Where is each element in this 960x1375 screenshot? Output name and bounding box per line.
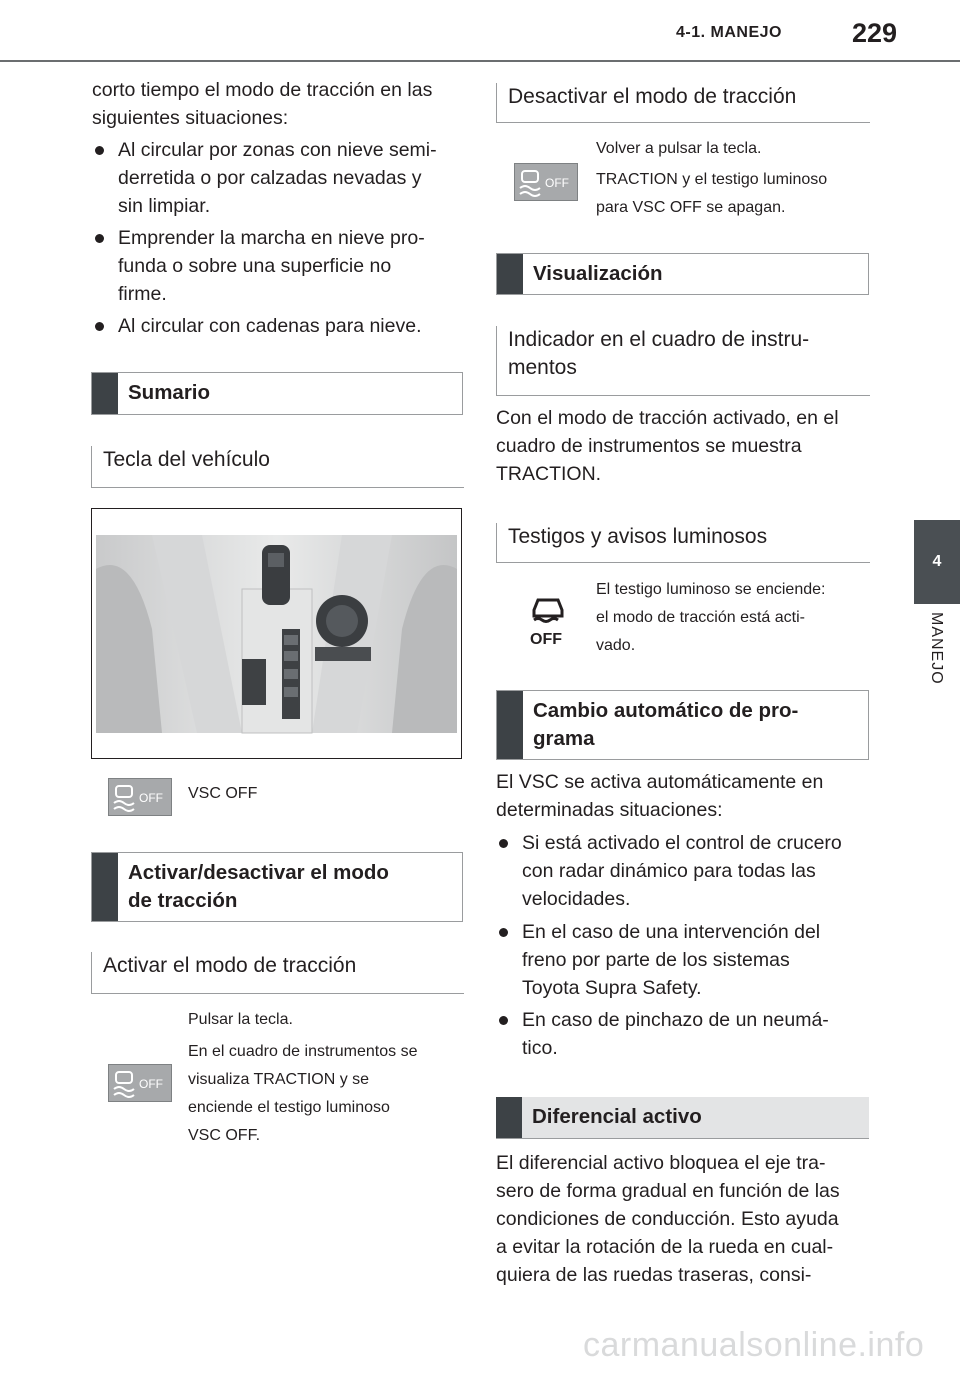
section-bar (92, 373, 118, 414)
step-text: Pulsar la tecla. (188, 1011, 293, 1028)
text-line: siguientes situaciones: (92, 107, 289, 129)
subheading-activar: Activar el modo de tracción (91, 952, 464, 994)
text-line: con radar dinámico para todas las (522, 860, 816, 882)
subheading-testigos: Testigos y avisos luminosos (496, 523, 870, 563)
text-line: En el caso de una intervención del (522, 921, 821, 943)
text-line: El testigo luminoso se enciende: (596, 581, 826, 598)
vsc-off-warning-lamp-icon (526, 594, 570, 646)
text-line: velocidades. (522, 888, 631, 910)
intro-paragraph (92, 76, 432, 132)
text-line: TRACTION. (496, 463, 602, 485)
text-line: firme. (118, 283, 167, 305)
section-heading-visualizacion (496, 253, 869, 295)
text-line: Al circular por zonas con nieve semi- (118, 139, 437, 161)
diferencial-paragraph (496, 1149, 840, 1289)
text-line: Toyota Supra Safety. (522, 977, 702, 999)
text-line: Cambio automático de pro- (533, 699, 799, 722)
section-heading-text: Sumario (128, 381, 211, 404)
text-line: derretida o por calzadas nevadas y (118, 167, 422, 189)
text-line: quiera de las ruedas traseras, consi- (496, 1264, 812, 1286)
section-heading-text: Visualización (533, 262, 663, 285)
center-console-photo (91, 508, 462, 759)
step-text (188, 1038, 417, 1150)
text-line: VSC OFF. (188, 1127, 261, 1144)
section-bar (92, 853, 118, 921)
section-heading-diferencial (496, 1097, 869, 1139)
vsc-off-button-icon (514, 163, 578, 201)
text-line: sin limpiar. (118, 195, 211, 217)
svg-text:OFF: OFF (139, 791, 163, 805)
text-line: a evitar la rotación de la rueda en cual- (496, 1236, 834, 1258)
svg-text:OFF: OFF (545, 176, 569, 190)
text-line: Activar/desactivar el modo (128, 861, 389, 884)
text-line: cuadro de instrumentos se muestra (496, 435, 802, 457)
text-line: determinadas situaciones: (496, 799, 723, 821)
vsc-off-label: VSC OFF (188, 785, 258, 802)
text-line: Con el modo de tracción activado, en el (496, 407, 839, 429)
chapter-tab[interactable] (914, 520, 960, 604)
console-illustration (92, 509, 461, 758)
section-heading-sumario (91, 372, 463, 415)
list-item (92, 312, 422, 340)
text-line: Al circular con cadenas para nieve. (118, 315, 422, 337)
vsc-off-button-icon (108, 778, 172, 816)
text-line: TRACTION y el testigo luminoso (596, 171, 828, 188)
text-line: de tracción (128, 889, 238, 912)
chapter-number: 4 (932, 553, 942, 570)
section-title: 4-1. MANEJO (676, 24, 782, 41)
list-item (496, 829, 842, 913)
section-bar (496, 1097, 522, 1138)
text-line: Indicador en el cuadro de instru- (508, 328, 810, 351)
indicador-paragraph (496, 404, 839, 488)
section-bar (497, 691, 523, 759)
text-line: mentos (508, 356, 577, 379)
list-item (92, 136, 437, 220)
text-line: para VSC OFF se apagan. (596, 199, 786, 216)
section-heading-activar-desactivar (91, 852, 463, 922)
text-line: En caso de pinchazo de un neumá- (522, 1009, 829, 1031)
subheading-tecla: Tecla del vehículo (91, 446, 464, 488)
header-rule (0, 60, 960, 62)
text-line: condiciones de conducción. Esto ayuda (496, 1208, 839, 1230)
watermark: carmanualsonline.info (583, 1326, 925, 1364)
text-line: Si está activado el control de crucero (522, 832, 842, 854)
text-line: enciende el testigo luminoso (188, 1099, 390, 1116)
svg-text:OFF: OFF (139, 1077, 163, 1091)
testigo-text (596, 576, 825, 660)
text-line: En el cuadro de instrumentos se (188, 1043, 418, 1060)
chapter-label: MANEJO (928, 612, 945, 685)
text-line: funda o sobre una superficie no (118, 255, 392, 277)
section-heading-cambio (496, 690, 869, 760)
page-number: 229 (852, 18, 898, 48)
text-line: tico. (522, 1037, 558, 1059)
vsc-intro-paragraph (496, 768, 823, 824)
text-line: vado. (596, 637, 636, 654)
vsc-off-button-icon (108, 1064, 172, 1102)
svg-text:OFF: OFF (530, 631, 562, 646)
section-heading-text (533, 697, 860, 753)
text-line: El diferencial activo bloquea el eje tra- (496, 1152, 826, 1174)
step-text: Volver a pulsar la tecla. (596, 140, 762, 157)
text-line: visualiza TRACTION y se (188, 1071, 370, 1088)
list-item (92, 224, 425, 308)
text-line: Emprender la marcha en nieve pro- (118, 227, 425, 249)
text-line: freno por parte de los sistemas (522, 949, 790, 971)
section-heading-text (128, 859, 454, 915)
text-line: sero de forma gradual en función de las (496, 1180, 840, 1202)
step-text (596, 166, 827, 222)
text-line: grama (533, 727, 595, 750)
text-line: El VSC se activa automáticamente en (496, 771, 824, 793)
text-line: el modo de tracción está acti- (596, 609, 805, 626)
section-heading-text: Diferencial activo (532, 1105, 702, 1128)
text-line: corto tiempo el modo de tracción en las (92, 79, 433, 101)
subheading-indicador (496, 326, 870, 396)
subheading-desactivar: Desactivar el modo de tracción (496, 83, 870, 123)
list-item (496, 1006, 829, 1062)
list-item (496, 918, 820, 1002)
section-bar (497, 254, 523, 294)
